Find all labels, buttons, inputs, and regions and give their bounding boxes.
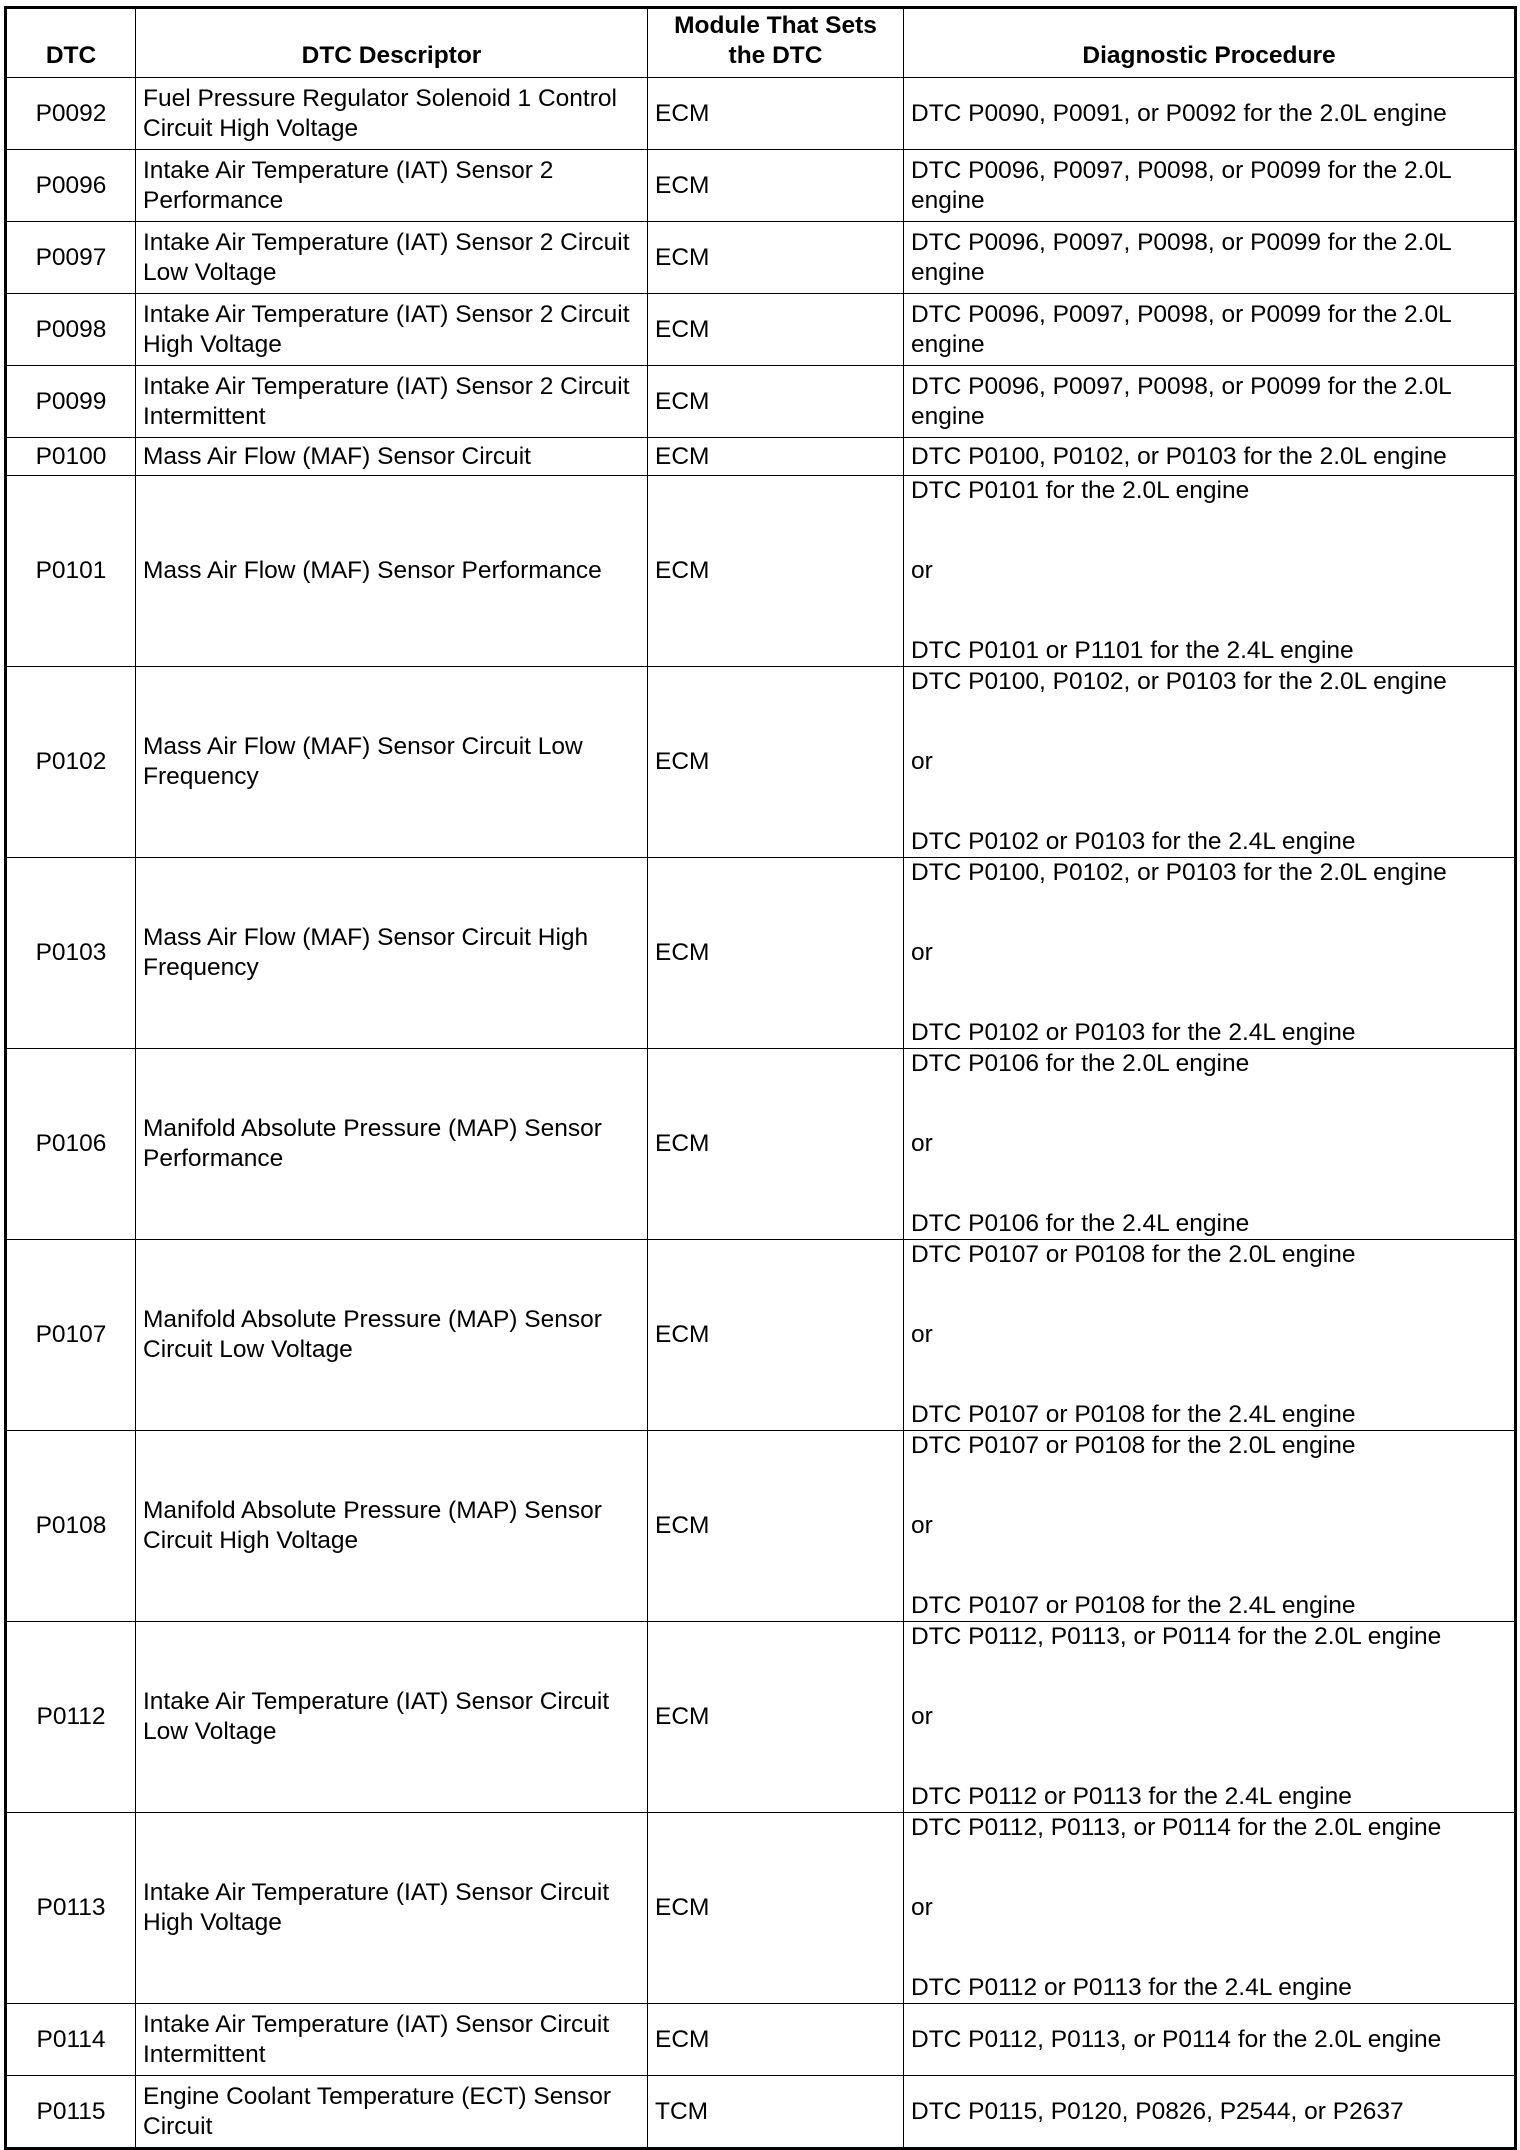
header-descriptor: DTC Descriptor [136, 8, 648, 78]
table-row [6, 222, 1516, 294]
module-cell: ECM [648, 1813, 904, 2004]
header-dtc: DTC [6, 8, 136, 78]
dtc-code-cell: P0103 [6, 858, 136, 1049]
dtc-descriptor-cell: Intake Air Temperature (IAT) Sensor 2 Circuit Low Voltage [136, 222, 648, 294]
procedure-line: DTC P0102 or P0103 for the 2.4L engine [911, 828, 1356, 855]
procedure-cell [904, 78, 1516, 150]
module-cell: ECM [648, 78, 904, 150]
procedure-spacer [911, 802, 1507, 827]
procedure-cell [904, 2076, 1516, 2149]
module-cell: ECM [648, 438, 904, 476]
procedure-spacer [911, 1159, 1507, 1184]
table-row [6, 366, 1516, 438]
table-header [6, 8, 1516, 78]
table-row [6, 858, 1516, 1049]
procedure-line: or [911, 1130, 933, 1157]
procedure-spacer [911, 697, 1507, 722]
procedure-spacer [911, 1732, 1507, 1757]
procedure-line: or [911, 1512, 933, 1539]
procedure-line: DTC P0106 for the 2.4L engine [911, 1210, 1250, 1237]
procedure-spacer [911, 1184, 1507, 1209]
procedure-line: or [911, 1703, 933, 1730]
procedure-spacer [911, 1843, 1507, 1868]
module-cell: ECM [648, 222, 904, 294]
module-cell: ECM [648, 667, 904, 858]
table-row [6, 78, 1516, 150]
dtc-descriptor-cell: Mass Air Flow (MAF) Sensor Performance [136, 476, 648, 667]
dtc-descriptor-cell: Intake Air Temperature (IAT) Sensor Circuit High Voltage [136, 1813, 648, 2004]
procedure-spacer [911, 1541, 1507, 1566]
table-row [6, 476, 1516, 667]
dtc-descriptor-cell: Intake Air Temperature (IAT) Sensor Circuit Intermittent [136, 2004, 648, 2076]
dtc-code-cell: P0115 [6, 2076, 136, 2149]
dtc-descriptor-cell: Fuel Pressure Regulator Solenoid 1 Control Circuit High Voltage [136, 78, 648, 150]
procedure-line: DTC P0090, P0091, or P0092 for the 2.0L engine [911, 99, 1447, 127]
dtc-descriptor-cell: Mass Air Flow (MAF) Sensor Circuit [136, 438, 648, 476]
procedure-line: DTC P0096, P0097, P0098, or P0099 for the 2.0L engine [911, 372, 1451, 430]
procedure-line: DTC P0101 or P1101 for the 2.4L engine [911, 637, 1354, 664]
table-body [6, 78, 1516, 2149]
dtc-table [4, 6, 1517, 2150]
dtc-code-cell: P0107 [6, 1240, 136, 1431]
procedure-spacer [911, 1350, 1507, 1375]
procedure-spacer [911, 1948, 1507, 1973]
procedure-cell [904, 858, 1516, 1049]
procedure-line: DTC P0112 or P0113 for the 2.4L engine [911, 1974, 1352, 2001]
procedure-line: or [911, 939, 933, 966]
procedure-line: DTC P0106 for the 2.0L engine [911, 1050, 1250, 1077]
procedure-cell [904, 150, 1516, 222]
procedure-spacer [911, 1757, 1507, 1782]
procedure-cell [904, 2004, 1516, 2076]
procedure-cell [904, 1240, 1516, 1431]
procedure-spacer [911, 1295, 1507, 1320]
procedure-line: or [911, 748, 933, 775]
procedure-spacer [911, 1079, 1507, 1104]
procedure-cell [904, 222, 1516, 294]
procedure-spacer [911, 611, 1507, 636]
procedure-line: DTC P0100, P0102, or P0103 for the 2.0L engine [911, 442, 1447, 470]
table-row [6, 1431, 1516, 1622]
table-row [6, 438, 1516, 476]
procedure-line: DTC P0115, P0120, P0826, P2544, or P2637 [911, 2097, 1404, 2125]
procedure-spacer [911, 531, 1507, 556]
procedure-spacer [911, 1923, 1507, 1948]
procedure-cell [904, 476, 1516, 667]
procedure-spacer [911, 913, 1507, 938]
dtc-code-cell: P0098 [6, 294, 136, 366]
dtc-descriptor-cell: Intake Air Temperature (IAT) Sensor 2 Circuit High Voltage [136, 294, 648, 366]
dtc-descriptor-cell: Intake Air Temperature (IAT) Sensor Circuit Low Voltage [136, 1622, 648, 1813]
procedure-spacer [911, 777, 1507, 802]
procedure-spacer [911, 586, 1507, 611]
dtc-code-cell: P0112 [6, 1622, 136, 1813]
procedure-line: DTC P0096, P0097, P0098, or P0099 for the 2.0L engine [911, 156, 1451, 214]
dtc-code-cell: P0108 [6, 1431, 136, 1622]
module-cell: ECM [648, 1240, 904, 1431]
dtc-descriptor-cell: Engine Coolant Temperature (ECT) Sensor Circuit [136, 2076, 648, 2149]
dtc-descriptor-cell: Intake Air Temperature (IAT) Sensor 2 Circuit Intermittent [136, 366, 648, 438]
procedure-cell [904, 1049, 1516, 1240]
procedure-spacer [911, 993, 1507, 1018]
procedure-line: DTC P0100, P0102, or P0103 for the 2.0L engine [911, 668, 1447, 695]
procedure-spacer [911, 722, 1507, 747]
module-cell: ECM [648, 2004, 904, 2076]
procedure-spacer [911, 968, 1507, 993]
procedure-cell [904, 1622, 1516, 1813]
procedure-cell [904, 667, 1516, 858]
dtc-code-cell: P0113 [6, 1813, 136, 2004]
procedure-line: DTC P0107 or P0108 for the 2.0L engine [911, 1432, 1356, 1459]
module-cell: ECM [648, 1622, 904, 1813]
dtc-code-cell: P0099 [6, 366, 136, 438]
dtc-descriptor-cell: Mass Air Flow (MAF) Sensor Circuit High Frequency [136, 858, 648, 1049]
dtc-descriptor-cell: Mass Air Flow (MAF) Sensor Circuit Low Frequency [136, 667, 648, 858]
table-row [6, 150, 1516, 222]
procedure-spacer [911, 506, 1507, 531]
module-cell: ECM [648, 366, 904, 438]
dtc-code-cell: P0097 [6, 222, 136, 294]
procedure-line: DTC P0107 or P0108 for the 2.4L engine [911, 1592, 1356, 1619]
procedure-spacer [911, 1677, 1507, 1702]
procedure-line: DTC P0107 or P0108 for the 2.4L engine [911, 1401, 1356, 1428]
procedure-line: DTC P0096, P0097, P0098, or P0099 for the 2.0L engine [911, 300, 1451, 358]
procedure-spacer [911, 1375, 1507, 1400]
procedure-spacer [911, 1868, 1507, 1893]
procedure-spacer [911, 1486, 1507, 1511]
procedure-cell [904, 294, 1516, 366]
procedure-cell [904, 1813, 1516, 2004]
dtc-descriptor-cell: Manifold Absolute Pressure (MAP) Sensor Performance [136, 1049, 648, 1240]
module-cell: TCM [648, 2076, 904, 2149]
procedure-spacer [911, 1104, 1507, 1129]
procedure-spacer [911, 1652, 1507, 1677]
dtc-code-cell: P0106 [6, 1049, 136, 1240]
table-row [6, 1813, 1516, 2004]
procedure-line: DTC P0101 for the 2.0L engine [911, 477, 1250, 504]
table-row [6, 1622, 1516, 1813]
dtc-descriptor-cell: Intake Air Temperature (IAT) Sensor 2 Performance [136, 150, 648, 222]
procedure-spacer [911, 1461, 1507, 1486]
dtc-code-cell: P0092 [6, 78, 136, 150]
procedure-line: DTC P0096, P0097, P0098, or P0099 for the 2.0L engine [911, 228, 1451, 286]
procedure-line: DTC P0112, P0113, or P0114 for the 2.0L engine [911, 1814, 1442, 1841]
dtc-code-cell: P0096 [6, 150, 136, 222]
procedure-spacer [911, 1270, 1507, 1295]
table-row [6, 294, 1516, 366]
dtc-code-cell: P0114 [6, 2004, 136, 2076]
dtc-code-cell: P0100 [6, 438, 136, 476]
module-cell: ECM [648, 858, 904, 1049]
header-module: Module That Sets the DTC [648, 8, 904, 78]
table-row [6, 1240, 1516, 1431]
module-cell: ECM [648, 1431, 904, 1622]
procedure-spacer [911, 888, 1507, 913]
procedure-line: DTC P0112, P0113, or P0114 for the 2.0L engine [911, 1623, 1442, 1650]
procedure-cell [904, 366, 1516, 438]
dtc-code-cell: P0101 [6, 476, 136, 667]
dtc-descriptor-cell: Manifold Absolute Pressure (MAP) Sensor Circuit High Voltage [136, 1431, 648, 1622]
procedure-line: or [911, 1894, 933, 1921]
table-row [6, 667, 1516, 858]
module-cell: ECM [648, 1049, 904, 1240]
procedure-line: DTC P0112, P0113, or P0114 for the 2.0L engine [911, 2025, 1442, 2053]
procedure-line: DTC P0107 or P0108 for the 2.0L engine [911, 1241, 1356, 1268]
procedure-line: DTC P0102 or P0103 for the 2.4L engine [911, 1019, 1356, 1046]
procedure-cell [904, 1431, 1516, 1622]
procedure-line: DTC P0100, P0102, or P0103 for the 2.0L engine [911, 859, 1447, 886]
procedure-line: or [911, 1321, 933, 1348]
dtc-descriptor-cell: Manifold Absolute Pressure (MAP) Sensor Circuit Low Voltage [136, 1240, 648, 1431]
table-row [6, 2004, 1516, 2076]
module-cell: ECM [648, 150, 904, 222]
table-row [6, 1049, 1516, 1240]
procedure-spacer [911, 1566, 1507, 1591]
header-procedure: Diagnostic Procedure [904, 8, 1516, 78]
module-cell: ECM [648, 476, 904, 667]
table-row [6, 2076, 1516, 2149]
procedure-cell [904, 438, 1516, 476]
dtc-code-cell: P0102 [6, 667, 136, 858]
procedure-line: DTC P0112 or P0113 for the 2.4L engine [911, 1783, 1352, 1810]
procedure-line: or [911, 557, 933, 584]
module-cell: ECM [648, 294, 904, 366]
